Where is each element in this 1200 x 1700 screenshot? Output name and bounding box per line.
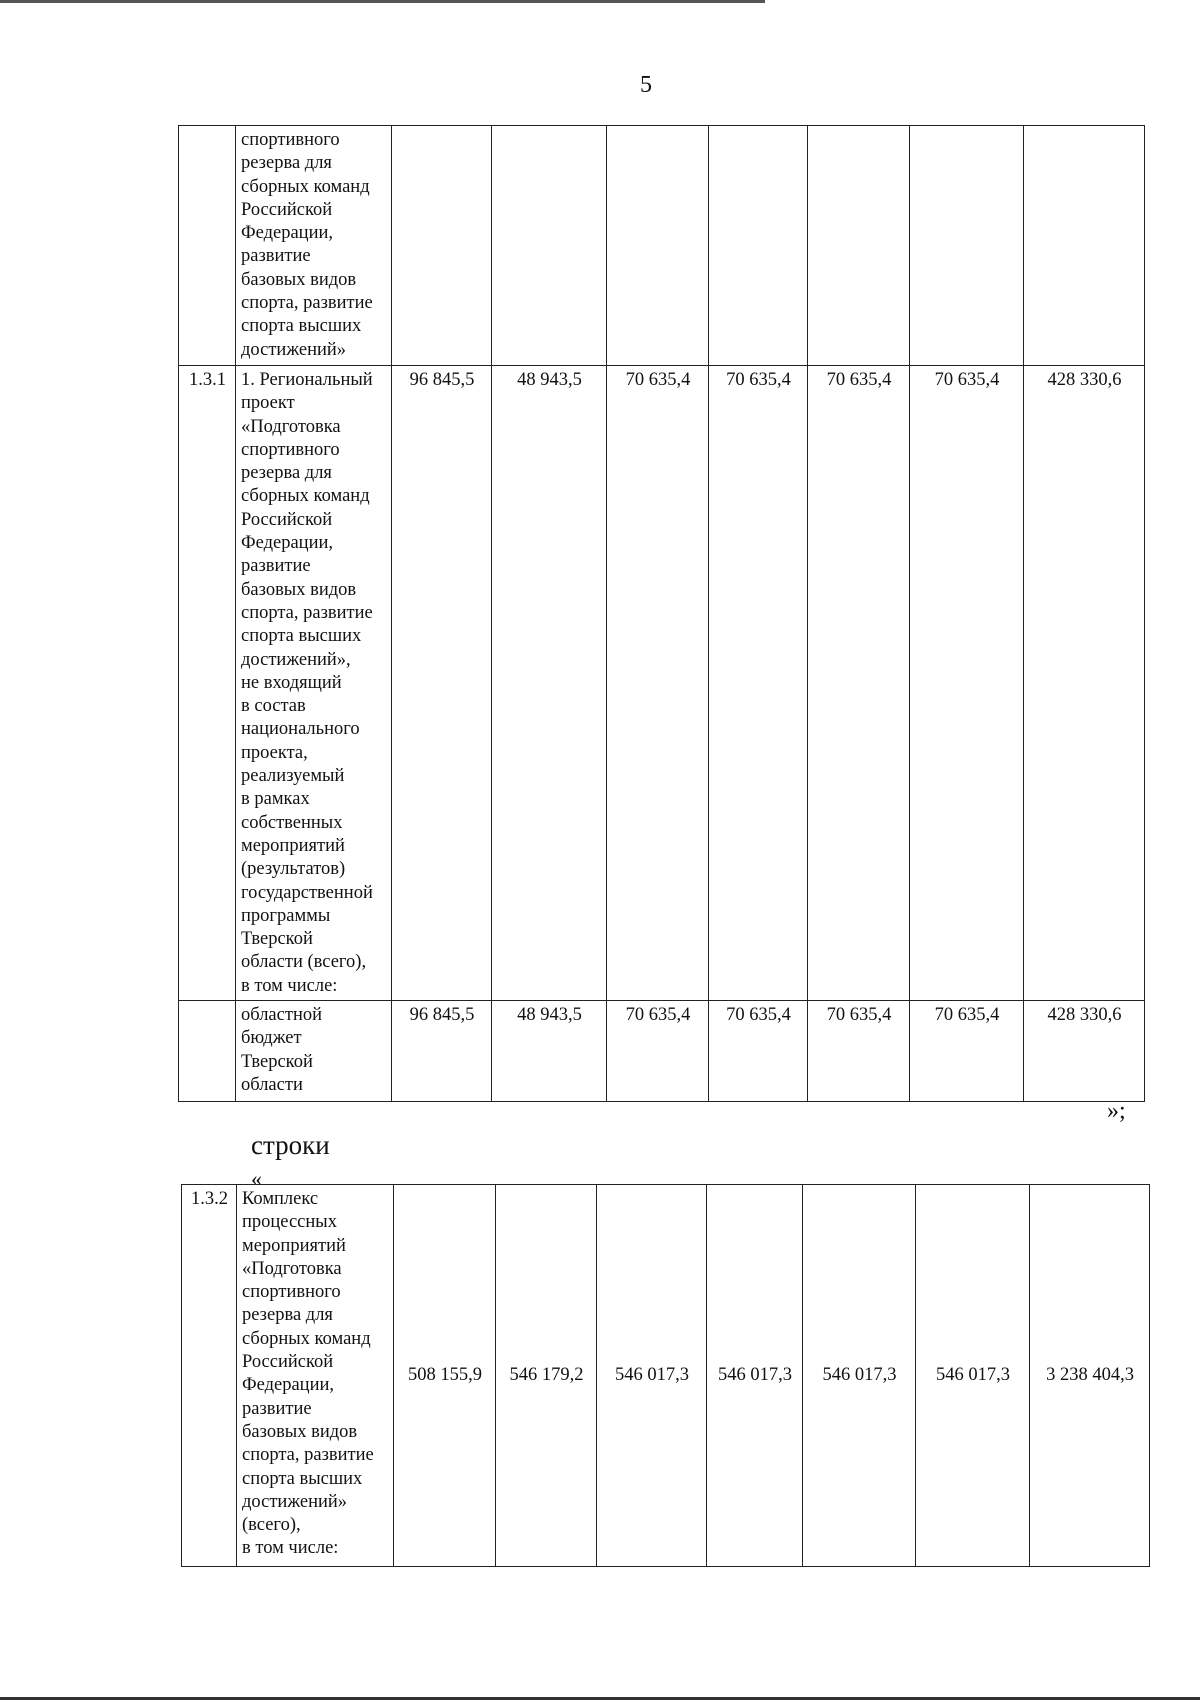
table-row: [179, 1001, 1145, 1102]
row-name: спортивного резерва для сборных команд Российской Федерации, развитие базовых видов спорта, развитие спорта высших достижений»: [236, 126, 392, 366]
value-cell: 546 017,3: [916, 1185, 1030, 1567]
value-cell: 428 330,6: [1024, 366, 1145, 1001]
value-cell: 70 635,4: [607, 366, 709, 1001]
value-cell: 546 017,3: [803, 1185, 916, 1567]
value-cell: 70 635,4: [808, 1001, 910, 1102]
budget-table-continued: [178, 125, 1145, 1102]
value-cell: 96 845,5: [392, 366, 492, 1001]
value-cell: 70 635,4: [709, 1001, 808, 1102]
scan-edge-top: [0, 0, 765, 3]
table-row: [179, 126, 1145, 366]
value-cell: [1024, 126, 1145, 366]
value-cell: 70 635,4: [910, 366, 1024, 1001]
row-code: 1.3.2: [182, 1185, 237, 1567]
row-name: Комплекс процессных мероприятий «Подготовка спортивного резерва для сборных команд Российской Федерации, развитие базовых видов спорта, развитие спорта высших достижений» (всего), в том числе:: [237, 1185, 394, 1567]
value-cell: [808, 126, 910, 366]
row-code: 1.3.1: [179, 366, 236, 1001]
row-name: областной бюджет Тверской области: [236, 1001, 392, 1102]
value-cell: 3 238 404,3: [1030, 1185, 1150, 1567]
budget-table-new-rows: [181, 1184, 1150, 1567]
value-cell: 546 017,3: [707, 1185, 803, 1567]
value-cell: 48 943,5: [492, 1001, 607, 1102]
value-cell: [492, 126, 607, 366]
row-code: [179, 1001, 236, 1102]
value-cell: 546 179,2: [496, 1185, 597, 1567]
value-cell: [709, 126, 808, 366]
row-code: [179, 126, 236, 366]
value-cell: 70 635,4: [910, 1001, 1024, 1102]
value-cell: 70 635,4: [709, 366, 808, 1001]
value-cell: 96 845,5: [392, 1001, 492, 1102]
row-name: 1. Региональный проект «Подготовка спортивного резерва для сборных команд Российской Федерации, развитие базовых видов спорта, развитие спорта высших достижений», не входящий в состав национального проекта, реализуемый в рамках собственных мероприятий (результатов) государственной программы Тверской области (всего), в том числе:: [236, 366, 392, 1001]
value-cell: 70 635,4: [607, 1001, 709, 1102]
table-row: [179, 366, 1145, 1001]
table-row: [182, 1185, 1150, 1567]
value-cell: 48 943,5: [492, 366, 607, 1001]
value-cell: [392, 126, 492, 366]
value-cell: 70 635,4: [808, 366, 910, 1001]
value-cell: [607, 126, 709, 366]
section-heading: строки: [251, 1130, 330, 1160]
value-cell: 546 017,3: [597, 1185, 707, 1567]
value-cell: 508 155,9: [394, 1185, 496, 1567]
page-number: 5: [640, 72, 652, 98]
value-cell: 428 330,6: [1024, 1001, 1145, 1102]
closing-quote-mark: »;: [1107, 1098, 1126, 1124]
opening-quote-mark: «: [251, 1166, 262, 1191]
value-cell: [910, 126, 1024, 366]
